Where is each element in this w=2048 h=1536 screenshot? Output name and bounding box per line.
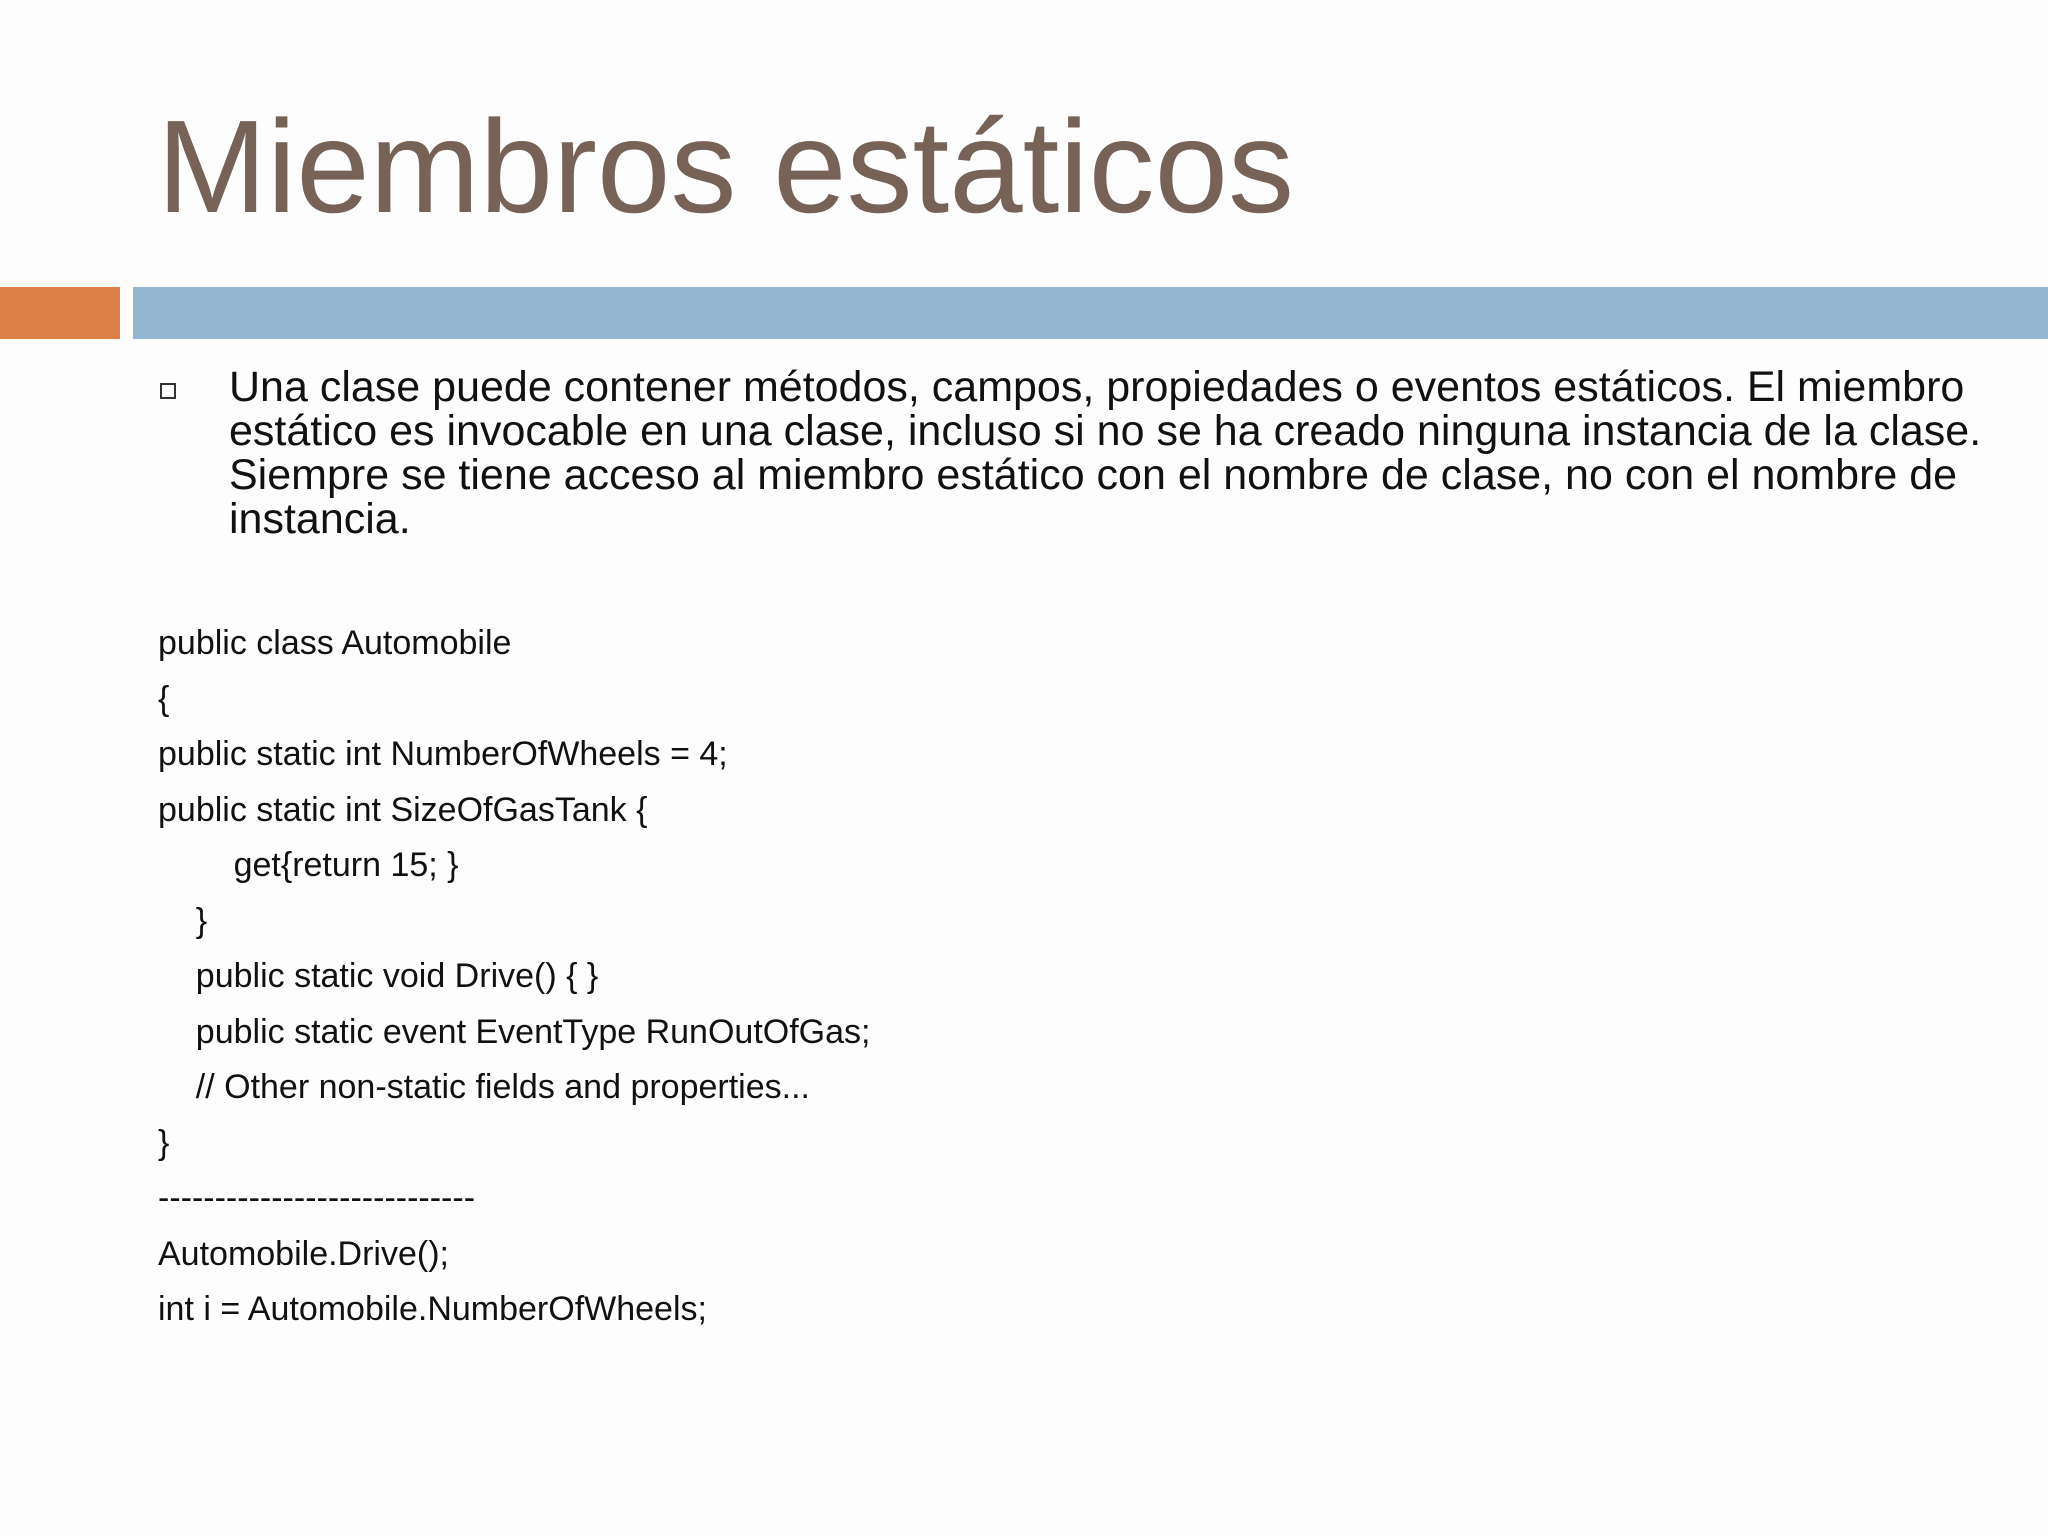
code-line: public static int NumberOfWheels = 4; xyxy=(158,735,728,773)
slide-title: Miembros estáticos xyxy=(157,93,1295,240)
code-line: { xyxy=(158,679,170,718)
code-line: } xyxy=(158,901,208,940)
code-block xyxy=(158,616,1858,1338)
accent-bar-blue xyxy=(133,287,2048,339)
hollow-square-bullet-icon xyxy=(160,383,176,399)
code-line: public static int SizeOfGasTank { xyxy=(158,790,648,829)
code-separator: ---------------------------- xyxy=(158,1179,476,1217)
code-line: public class Automobile xyxy=(158,624,512,662)
bullet-text: Una clase puede contener métodos, campos, propiedades o eventos estáticos. El miembro estático es invocable en una clase, incluso si no se ha creado ninguna instancia de la clase. Siempre se tiene acceso al miembro estático con el nombre de clase, no con el nombre de instancia. xyxy=(229,363,1982,543)
code-line: get{return 15; } xyxy=(158,846,459,884)
code-line: Automobile.Drive(); xyxy=(158,1234,449,1273)
code-line: int i = Automobile.NumberOfWheels; xyxy=(158,1290,707,1328)
code-line: // Other non-static fields and properties... xyxy=(158,1068,810,1106)
code-line: } xyxy=(158,1123,170,1162)
code-line: public static void Drive() { } xyxy=(158,957,599,995)
accent-bar-orange xyxy=(0,287,120,339)
code-line: public static event EventType RunOutOfGas; xyxy=(158,1012,871,1051)
